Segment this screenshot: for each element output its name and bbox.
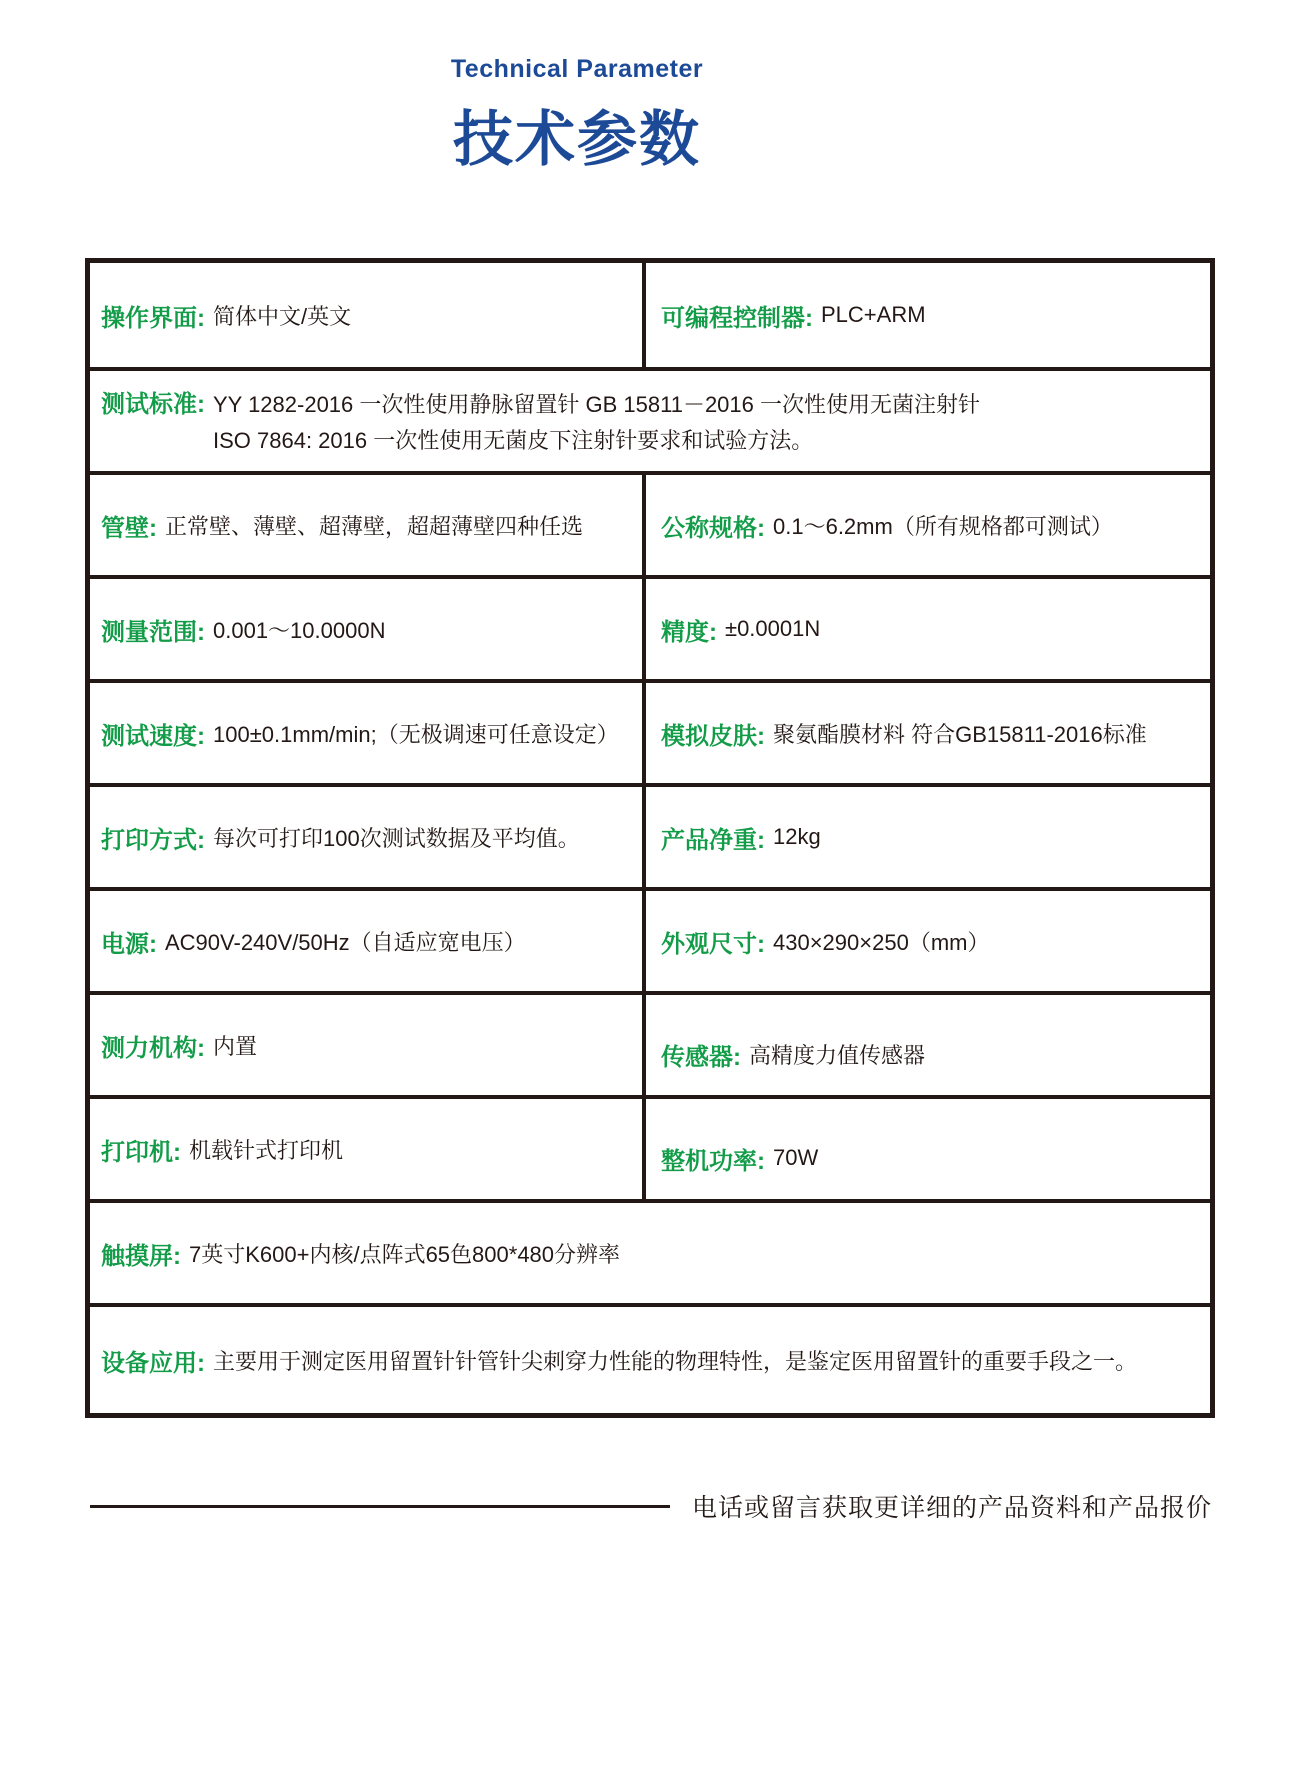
- param-label: 管壁:: [101, 514, 157, 542]
- param-value: 内置: [213, 1033, 258, 1059]
- page-title: 技术参数: [453, 106, 701, 173]
- param-value: 0.001～10.0000N: [213, 617, 386, 643]
- table-cell: [90, 787, 646, 887]
- footer-rule: [90, 1505, 670, 1508]
- table-row: [90, 575, 1210, 679]
- table-cell: [646, 579, 1210, 679]
- param-value: 机载针式打印机: [189, 1137, 344, 1163]
- table-row: [90, 991, 1210, 1095]
- table-cell: [646, 475, 1210, 575]
- param-label: 测试速度:: [101, 722, 205, 750]
- param-value: 0.1～6.2mm（所有规格都可测试）: [773, 513, 1113, 539]
- spec-table: [85, 258, 1215, 1418]
- table-cell: [90, 891, 646, 991]
- param-label: 设备应用:: [101, 1349, 205, 1377]
- param-label: 测力机构:: [101, 1034, 205, 1062]
- multiline-param: [101, 384, 980, 459]
- table-cell: [646, 683, 1210, 783]
- param-label: 打印方式:: [101, 826, 205, 854]
- param-label: 模拟皮肤:: [661, 722, 765, 750]
- param-value: 70W: [773, 1145, 819, 1170]
- param-value: [213, 387, 980, 459]
- param-value: PLC+ARM: [821, 302, 926, 327]
- param-value: ±0.0001N: [725, 616, 821, 641]
- param-label: 外观尺寸:: [661, 930, 765, 958]
- table-row: [90, 471, 1210, 575]
- table-cell: [90, 995, 646, 1095]
- param-value: 高精度力值传感器: [749, 1042, 926, 1068]
- param-label: 产品净重:: [661, 826, 765, 854]
- table-cell: [90, 1203, 1210, 1303]
- param-value: 7英寸K600+内核/点阵式65色800*480分辨率: [189, 1241, 621, 1267]
- param-label: 触摸屏:: [101, 1242, 181, 1270]
- param-label: 传感器:: [661, 1043, 741, 1071]
- table-cell: [646, 263, 1210, 367]
- param-label: 精度:: [661, 618, 717, 646]
- table-cell: [646, 1099, 1210, 1199]
- table-cell: [646, 995, 1210, 1095]
- param-label: 测量范围:: [101, 618, 205, 646]
- table-cell: [90, 475, 646, 575]
- table-cell: [90, 263, 646, 367]
- table-row: [90, 1303, 1210, 1413]
- param-label: 操作界面:: [101, 304, 205, 332]
- table-row: [90, 263, 1210, 367]
- table-cell: [90, 371, 1210, 471]
- param-value: 简体中文/英文: [213, 303, 352, 329]
- param-value: 430×290×250（mm）: [773, 929, 990, 955]
- param-label: 测试标准:: [101, 390, 205, 418]
- param-value: 12kg: [773, 824, 821, 849]
- page-header: [12, 55, 1142, 178]
- param-label: 打印机:: [101, 1138, 181, 1166]
- param-label: 可编程控制器:: [661, 304, 813, 332]
- param-label: 整机功率:: [661, 1147, 765, 1175]
- table-row: [90, 887, 1210, 991]
- table-cell: [646, 891, 1210, 991]
- param-value: 主要用于测定医用留置针针管针尖刺穿力性能的物理特性，是鉴定医用留置针的重要手段之一。: [213, 1348, 1138, 1374]
- param-value: 100±0.1mm/min;（无极调速可任意设定）: [213, 721, 619, 747]
- param-value: 每次可打印100次测试数据及平均值。: [213, 825, 580, 851]
- table-row: [90, 1199, 1210, 1303]
- table-cell: [90, 579, 646, 679]
- title-english: Technical Parameter: [450, 55, 704, 83]
- table-row: [90, 679, 1210, 783]
- param-value-line: ISO 7864: 2016 一次性使用无菌皮下注射针要求和试验方法。: [213, 427, 814, 453]
- table-row: [90, 783, 1210, 887]
- param-label: 公称规格:: [661, 514, 765, 542]
- table-row: [90, 367, 1210, 471]
- table-row: [90, 1095, 1210, 1199]
- param-label: 电源:: [101, 930, 157, 958]
- param-value: 聚氨酯膜材料 符合GB15811-2016标准: [773, 721, 1147, 747]
- param-value: AC90V-240V/50Hz（自适应宽电压）: [165, 929, 526, 955]
- page-footer: [90, 1488, 1212, 1524]
- footer-note: 电话或留言获取更详细的产品资料和产品报价: [691, 1494, 1212, 1522]
- table-cell: [90, 1099, 646, 1199]
- param-value-line: YY 1282-2016 一次性使用静脉留置针 GB 15811－2016 一次性使用无菌注射针: [213, 391, 980, 417]
- table-cell: [90, 683, 646, 783]
- param-value: 正常壁、薄壁、超薄壁，超超薄壁四种任选: [165, 513, 584, 539]
- table-cell: [646, 787, 1210, 887]
- table-cell: [90, 1307, 1210, 1413]
